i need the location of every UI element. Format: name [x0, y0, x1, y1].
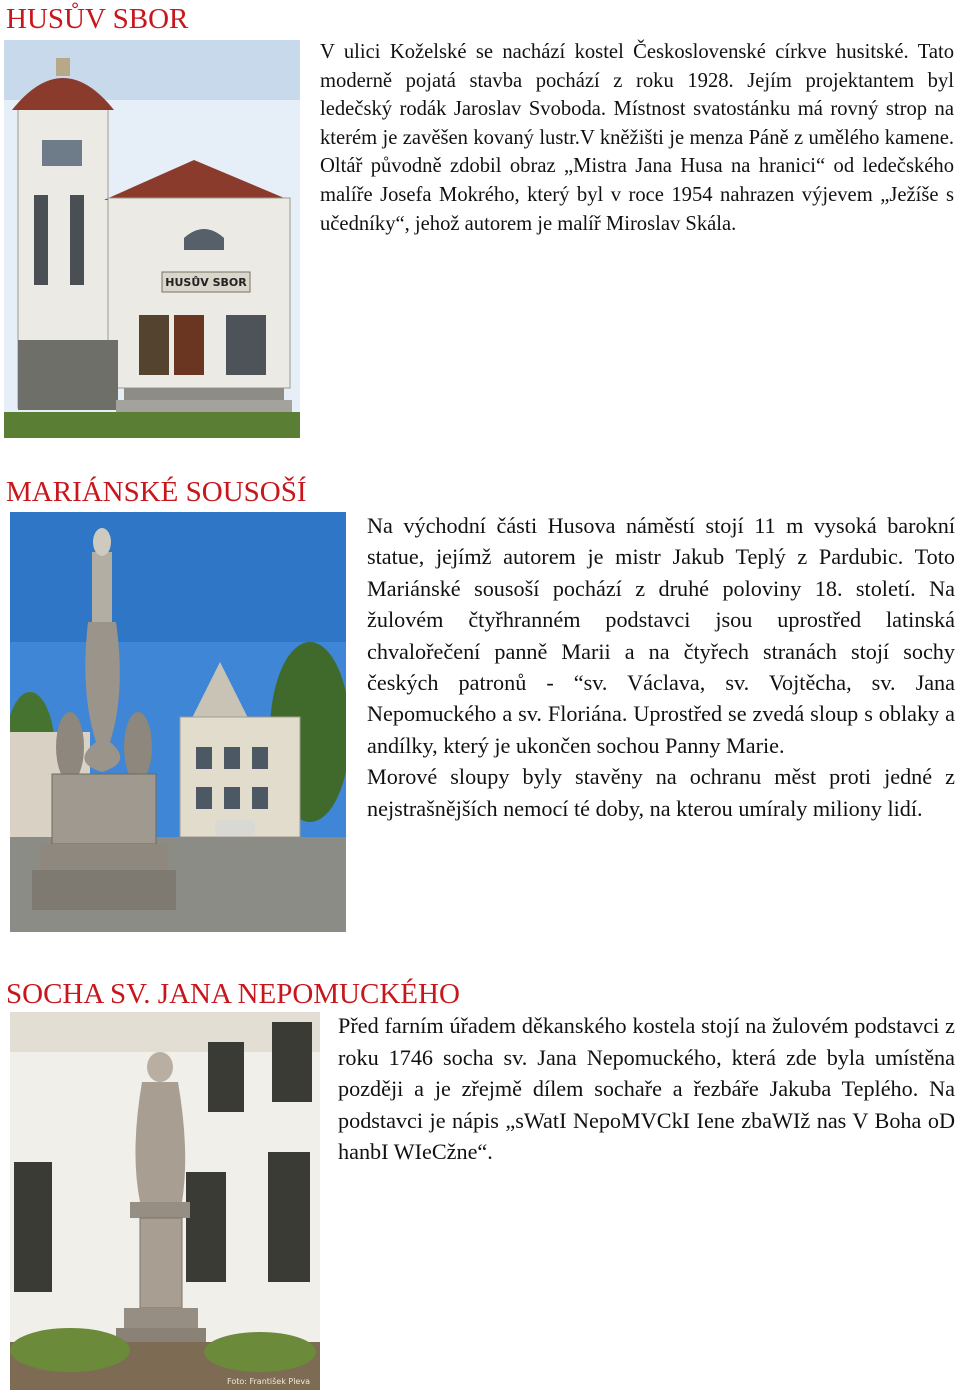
- paragraph-socha-jana: Před farním úřadem děkanského kostela stojí na žulovém podstavci z roku 1746 socha sv. Jana Nepomuckého, která zde byla umístěna později a je zřejmě dílem sochaře a řezbáře Jakuba Teplého. Na podstavci je nápis „sWatI NepoMVCkI Iene zbaWIž nas V Boha oD hanbI WIeCžne“.: [338, 1013, 955, 1165]
- paragraph-marianske-2: Morové sloupy byly stavěny na ochranu měst proti jedné z nejstrašnějších nemocí té doby, na kterou umíraly miliony lidí.: [367, 764, 955, 821]
- photo-credit: Foto: František Pleva: [227, 1377, 310, 1386]
- photo-marian-column: [10, 512, 346, 932]
- section-heading-husuv-sbor: HUSŮV SBOR: [6, 3, 189, 35]
- paragraph-marianske-1: Na východní části Husova náměstí stojí 11 m vysoká barokní statue, jejímž autorem je mistr Jakub Teplý z Pardubic. Toto Mariánské sousoší pochází z druhé poloviny 18. století. Na žulovém čtyřhranném podstavci jsou uprostřed latinská chvalořečení panně Marii a na čtyřech stranách stojí sochy českých patronů - “sv. Václava, sv. Vojtěcha, sv. Jana Nepomuckého a sv. Floriána. Uprostřed se zvedá sloup s oblaky a andílky, který je ukončen sochou Panny Marie.: [367, 513, 955, 758]
- church-sign-text: HUSŮV SBOR: [165, 276, 247, 289]
- photo-husuv-sbor-church: [4, 40, 300, 438]
- paragraph-husuv-sbor: V ulici Koželské se nachází kostel Československé církve husitské. Tato moderně pojatá stavba pochází z roku 1928. Jejím projektantem byl ledečský rodák Jaroslav Svoboda. Místnost svatostánku má rovný strop na kterém je zavěšen kovaný lustr.V kněžišti je menza Páně z umělého kamene. Oltář původně zdobil obraz „Mistra Jana Husa na hranici“ od ledečského malíře Josefa Mokrého, který byl v roce 1954 nahrazen výjevem „Ježíše s učedníky“, jehož autorem je malíř Miroslav Skála.: [320, 41, 954, 235]
- text-block-marianske-sousosi: [367, 510, 955, 824]
- section-heading-socha-jana-nepomuckeho: SOCHA SV. JANA NEPOMUCKÉHO: [6, 978, 460, 1010]
- section-heading-marianske-sousosi: MARIÁNSKÉ SOUSOŠÍ: [6, 476, 307, 508]
- photo-statue-john-nepomuk: [10, 1012, 320, 1390]
